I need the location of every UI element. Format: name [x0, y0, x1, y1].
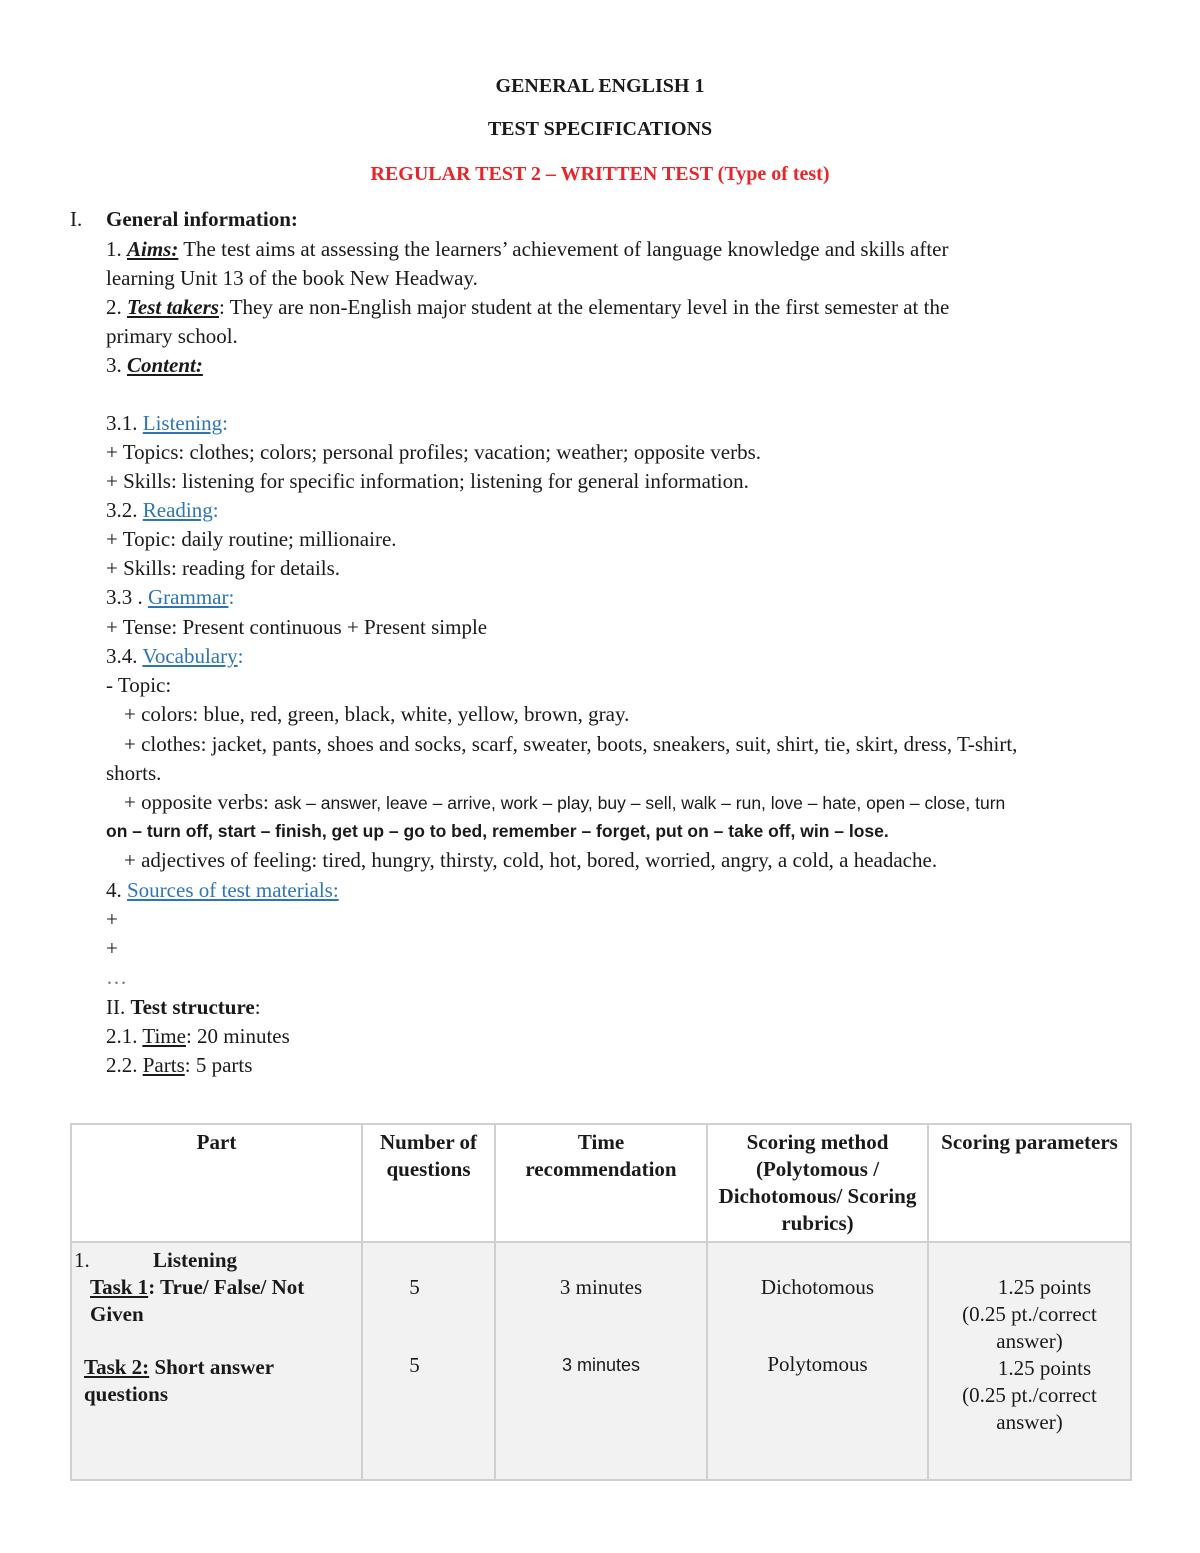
grammar-link[interactable]: Grammar [148, 585, 229, 609]
test-structure-label: Test structure [130, 995, 255, 1019]
header-time-recommendation: Time recommendation [495, 1124, 707, 1242]
test-structure-table [70, 1123, 1132, 1481]
vocabulary-opposite-verbs [106, 788, 1005, 817]
test-takers-text-continued: primary school. [106, 324, 238, 348]
parts-value: : 5 parts [184, 1053, 253, 1077]
document-subtitle: TEST SPECIFICATIONS [487, 118, 713, 140]
section-heading: General information: [106, 207, 298, 231]
task2-description [74, 1354, 353, 1408]
aims-line [106, 235, 948, 263]
vocabulary-feelings: + adjectives of feeling: tired, hungry, thirsty, cold, hot, bored, worried, angry, a cold, a headache. [124, 848, 938, 872]
aims-text: The test aims at assessing the learners’ achievement of language knowledge and skills after [178, 237, 949, 261]
reading-topic: + Topic: daily routine; millionaire. [106, 527, 397, 551]
header-scoring-method: Scoring method (Polytomous / Dichotomous/ Scoring rubrics) [707, 1124, 928, 1242]
time-value: : 20 minutes [185, 1024, 290, 1048]
test-type-heading: REGULAR TEST 2 – WRITTEN TEST (Type of test) [370, 163, 830, 185]
time-number: 2.1. [106, 1024, 143, 1048]
task1-points-detail: (0.25 pt./correct answer) [962, 1302, 1097, 1353]
header-scoring-parameters: Scoring parameters [928, 1124, 1131, 1242]
content-number: 3. [106, 353, 127, 377]
content-line [106, 351, 203, 379]
task2-time: 3 minutes [561, 1355, 641, 1375]
part-title [74, 1247, 353, 1274]
reading-skills: + Skills: reading for details. [106, 556, 341, 580]
time-cell [495, 1242, 707, 1480]
sources-heading [106, 876, 339, 904]
task2-label: Task 2: [84, 1355, 150, 1379]
content-label: Content: [127, 353, 203, 377]
task2-points-detail: (0.25 pt./correct answer) [962, 1383, 1097, 1434]
reading-link[interactable]: Reading [142, 498, 213, 522]
task2-questions: 5 [409, 1353, 420, 1377]
test-takers-label: Test takers [127, 295, 219, 319]
points-cell [928, 1242, 1131, 1480]
table-row [71, 1242, 1131, 1480]
reading-colon: : [212, 498, 219, 522]
task1-points: 1.25 points [997, 1275, 1092, 1299]
test-structure-heading [106, 993, 261, 1021]
test-takers-text: : They are non-English major student at the elementary level in the first semester at the [218, 295, 950, 319]
grammar-tense: + Tense: Present continuous + Present simple [106, 615, 488, 639]
test-structure-colon: : [254, 995, 261, 1019]
listening-number: 3.1. [106, 411, 143, 435]
aims-label: Aims: [127, 237, 179, 261]
listening-heading [106, 409, 228, 437]
method-cell [707, 1242, 928, 1480]
parts-line [106, 1051, 252, 1079]
task2-points: 1.25 points [997, 1356, 1092, 1380]
task1-time: 3 minutes [559, 1275, 643, 1299]
vocabulary-opposite-verbs-continued: on – turn off, start – finish, get up – go to bed, remember – forget, put on – take off, win – lose. [106, 821, 889, 841]
listening-link[interactable]: Listening [142, 411, 223, 435]
section-general-info [70, 205, 298, 233]
questions-cell [362, 1242, 495, 1480]
part-cell [71, 1242, 362, 1480]
vocabulary-clothes-continued: shorts. [106, 761, 162, 785]
table-header-row [71, 1124, 1131, 1242]
sources-item-2: + [106, 936, 118, 960]
listening-topics: + Topics: clothes; colors; personal profiles; vacation; weather; opposite verbs. [106, 440, 761, 464]
opposite-verbs-text: ask – answer, leave – arrive, work – play, buy – sell, walk – run, love – hate, open – close, turn [274, 793, 1006, 813]
sources-number: 4. [106, 878, 127, 902]
grammar-colon: : [228, 585, 235, 609]
document-title: GENERAL ENGLISH 1 [495, 75, 705, 97]
vocabulary-colors: + colors: blue, red, green, black, white, yellow, brown, gray. [124, 702, 630, 726]
vocabulary-colon: : [237, 644, 244, 668]
task1-questions: 5 [409, 1275, 420, 1299]
time-line [106, 1022, 290, 1050]
reading-number: 3.2. [106, 498, 143, 522]
part-number: 1. [74, 1248, 90, 1272]
task2-text: Short answer questions [84, 1355, 274, 1406]
listening-colon: : [222, 411, 228, 435]
parts-label: Parts [142, 1053, 185, 1077]
vocabulary-topic: - Topic: [106, 673, 172, 697]
grammar-number: 3.3 . [106, 585, 148, 609]
task2-method: Polytomous [767, 1352, 868, 1376]
header-number-of-questions: Number of questions [362, 1124, 495, 1242]
vocabulary-number: 3.4. [106, 644, 143, 668]
vocabulary-link[interactable]: Vocabulary [142, 644, 238, 668]
takers-number: 2. [106, 295, 127, 319]
task1-label: Task 1 [90, 1275, 149, 1299]
opposite-verbs-label: + opposite verbs: [124, 790, 275, 814]
listening-skills: + Skills: listening for specific information; listening for general information. [106, 469, 749, 493]
vocabulary-clothes: + clothes: jacket, pants, shoes and socks, scarf, sweater, boots, sneakers, suit, shirt, tie, skirt, dress, T-shirt, [124, 732, 1018, 756]
task1-description [74, 1274, 353, 1328]
task1-text: : True/ False/ Not Given [90, 1275, 305, 1326]
sources-link[interactable]: Sources of test materials: [127, 878, 339, 902]
aims-text-continued: learning Unit 13 of the book New Headway. [106, 266, 478, 290]
header-part: Part [71, 1124, 362, 1242]
grammar-heading [106, 583, 234, 611]
time-label: Time [142, 1024, 186, 1048]
test-takers-line [106, 293, 949, 321]
section2-numeral: II. [106, 995, 131, 1019]
vocabulary-heading [106, 642, 243, 670]
part-name: Listening [153, 1248, 238, 1272]
sources-item-1: + [106, 907, 118, 931]
aims-number: 1. [106, 237, 127, 261]
task1-method: Dichotomous [760, 1275, 875, 1299]
reading-heading [106, 496, 219, 524]
parts-number: 2.2. [106, 1053, 143, 1077]
section-numeral: I. [70, 207, 83, 231]
sources-ellipsis: … [106, 965, 127, 989]
